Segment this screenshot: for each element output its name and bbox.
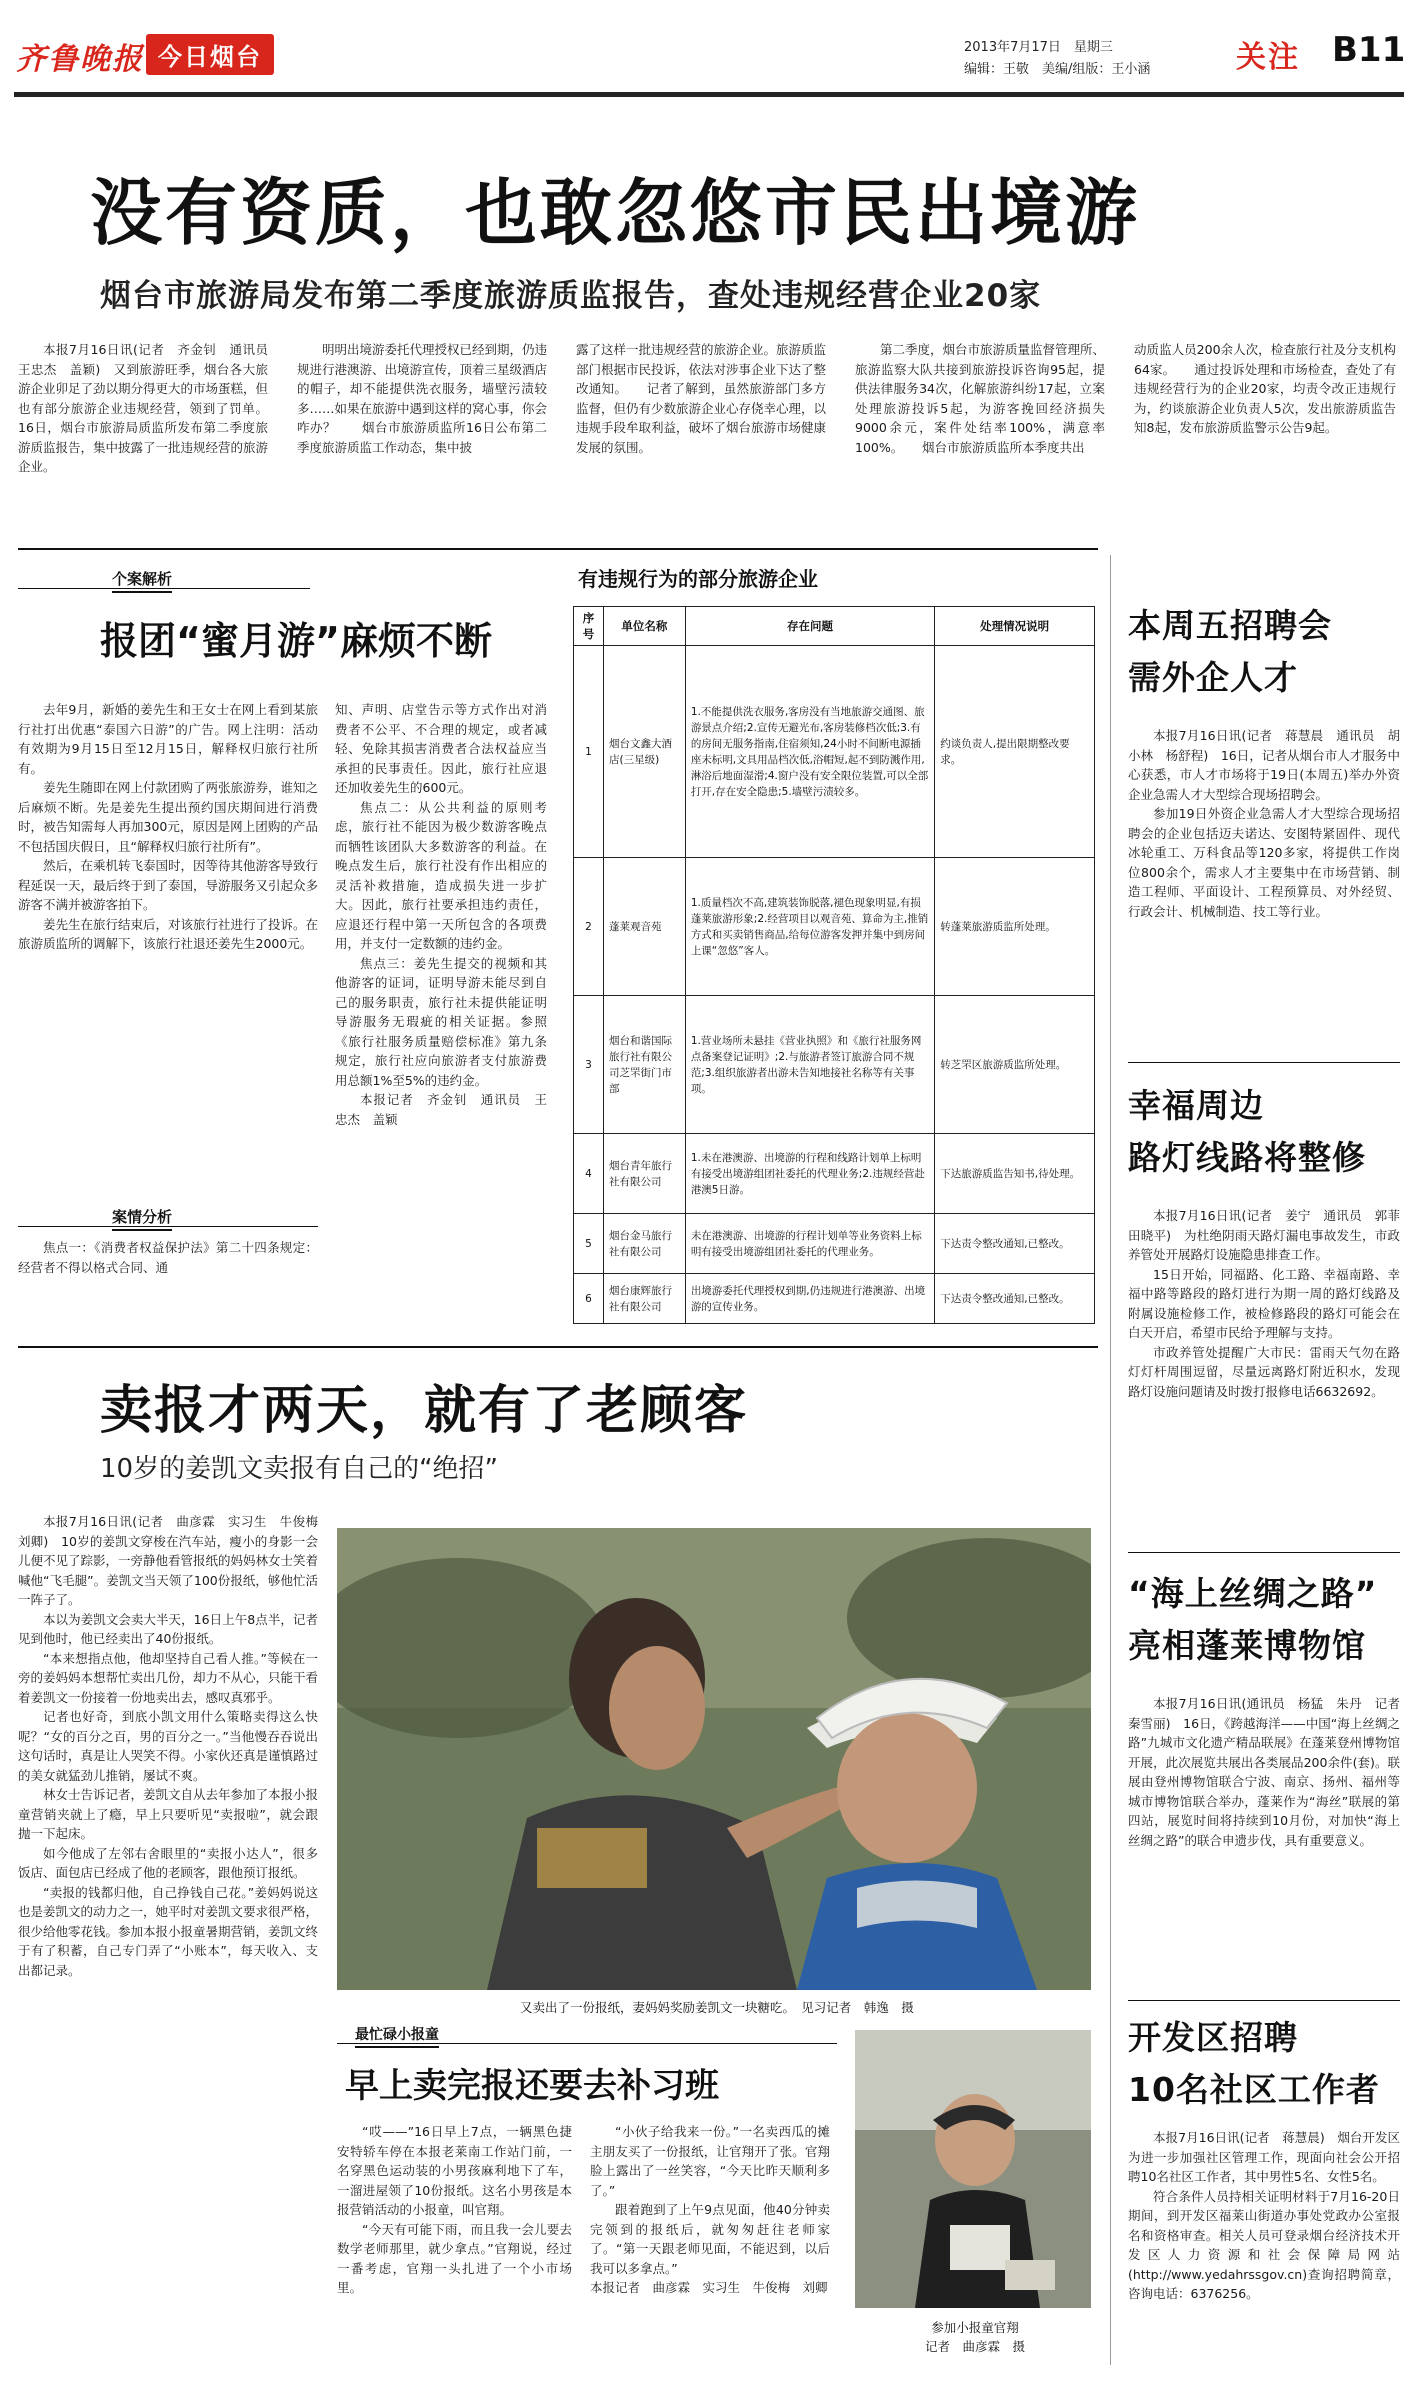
lead-subhead: 烟台市旅游局发布第二季度旅游质监报告，查处违规经营企业20家 (100, 278, 1042, 314)
sidebar-story-title: “海上丝绸之路” (1128, 1574, 1378, 1613)
cell-action: 下达责令整改通知,已整改。 (935, 1214, 1095, 1274)
masthead (14, 20, 1404, 130)
issue-date: 2013年7月17日 星期三 (964, 40, 1113, 55)
cell-name: 烟台金马旅行社有限公司 (603, 1214, 685, 1274)
paperboy-para: “本来想指点他，他却坚持自己看人推。”等候在一旁的姜妈妈本想帮忙卖出几份，却力不从心，只能干看着姜凯文一份接着一份地卖出去，感叹真邪乎。 (18, 1650, 319, 1705)
sidebar-story-title: 开发区招聘 (1128, 2018, 1298, 2057)
busy-para: 跟着跑到了上午9点见面，他40分钟卖完领到的报纸后，就匆匆赶往老师家了。“第一天跟老师见面，不能迟到，以后我可以多拿点。” (590, 2202, 830, 2276)
lead-col-1: 本报7月16日讯(记者 齐金钊 通讯员 王忠杰 盖颖) 又到旅游旺季，烟台各大旅游企业卯足了劲以期分得更大的市场蛋糕，但也有部分旅游企业违规经营，领到了罚单。16日，烟台市旅游局质监所发布第二季度旅游质监报告，集中披露了一批违规经营的旅游企业。 (18, 342, 281, 474)
busy-col-a (337, 2122, 572, 2298)
case-para: 焦点三：姜先生提交的视频和其他游客的证词，证明导游未能尽到自己的服务职责，旅行社未提供能证明导游服务无瑕疵的相关证据。参照《旅行社服务质量赔偿标准》第九条规定，旅行社应向旅游者支付旅游费用总额1%至5%的违约金。 (335, 955, 547, 1088)
sidebar-story-title: 幸福周边 (1128, 1086, 1264, 1125)
busy-para: “小伙子给我来一份。”一名卖西瓜的摊主朋友买了一份报纸，让官翔开了张。官翔脸上露出了一丝笑容，“今天比昨天顺利多了。” (590, 2124, 830, 2198)
paperboy-text (18, 1512, 331, 1980)
header-no: 序号 (574, 607, 604, 646)
case-para: 焦点二：从公共利益的原则考虑，旅行社不能因为极少数游客晚点而牺牲该团队大多数游客的利益。在晚点发生后，旅行社没有作出相应的灵活补救措施，造成损失进一步扩大。因此，旅行社要承担违约责任，应退还行程中第一天所包含的各项费用，并支付一定数额的违约金。 (335, 799, 547, 951)
photo-scene-illustration (337, 1528, 1091, 1990)
header-name: 单位名称 (603, 607, 685, 646)
busy-photo (855, 2030, 1091, 2308)
cell-action: 转蓬莱旅游质监所处理。 (935, 858, 1095, 996)
cell-action: 转芝罘区旅游质监所处理。 (935, 996, 1095, 1134)
paperboy-photo-caption: 又卖出了一份报纸，妻妈妈奖励姜凯文一块糖吃。 见习记者 韩逸 摄 (520, 2000, 914, 2015)
sidebar-story-title: 10名社区工作者 (1128, 2070, 1380, 2109)
sidebar-story-title: 亮相蓬莱博物馆 (1128, 1626, 1366, 1665)
case-headline: 报团“蜜月游”麻烦不断 (100, 619, 492, 663)
paperboy-para: 本报7月16日讯(记者 曲彦霖 实习生 牛俊梅 刘卿) 10岁的姜凯文穿梭在汽车站，瘦小的身影一会儿便不见了踪影，一旁静他看管报纸的妈妈林女士笑着喊他“飞毛腿”。姜凯文当天领了100份报纸，够他忙活一阵子了。 (18, 1514, 331, 1607)
newspaper-logo: 齐鲁晚报 (16, 42, 144, 77)
case-tag-rule (18, 588, 310, 589)
case-col-a-tail: 焦点一：《消费者权益保护法》第二十四条规定：经营者不得以格式合同、通 (18, 1240, 318, 1275)
paperboy-headline: 卖报才两天，就有了老顾客 (100, 1381, 749, 1441)
violations-table (573, 606, 1095, 1324)
sidebar-story-text: 本报7月16日讯(记者 姜宁 通讯员 郭菲 田晓平) 为杜绝阴雨天路灯漏电事故发生，市政养管处开展路灯设施隐患排查工作。 15日开始，同福路、化工路、幸福南路、幸福中路等路段的路灯进行为期一周的路灯线路及附属设施检修工作，被检修路段的路灯可能会在白天开启，希望市民给予理解与支持。 市政养管处提醒广大市民：雷雨天气勿在路灯灯杆周围逗留，尽量远离路灯附近积水，发现路灯设施问题请及时拨打报修电话6632692。 (1128, 1208, 1413, 1399)
cell-issue: 未在港澳游、出境游的行程计划单等业务资料上标明有接受出境游组团社委托的代理业务。 (685, 1214, 934, 1274)
table-row (574, 1134, 1095, 1214)
busy-para: “哎——”16日早上7点，一辆黑色捷安特轿车停在本报老莱南工作站门前，一名穿黑色运动装的小男孩麻利地下了车，一溜进屋领了10份报纸。这名小男孩是本报营销活动的小报童，叫官翔。 (337, 2124, 572, 2217)
cell-issue: 1.未在港澳游、出境游的行程和线路计划单上标明有接受出境游组团社委托的代理业务;2.违规经营赴港澳5日游。 (685, 1134, 934, 1214)
case-col-a (18, 700, 318, 954)
sidebar-rule (1128, 1552, 1400, 1553)
case-para: 姜先生随即在网上付款团购了两张旅游券，谁知之后麻烦不断。先是姜先生提出预约国庆期间进行消费时，被告知需每人再加300元，原因是网上团购的产品不包括国庆假日，且“解释权归旅行社所有”。 (18, 780, 319, 854)
case-byline: 本报记者 齐金钊 通讯员 王忠杰 盖颖 (335, 1092, 547, 1127)
cell-no: 5 (574, 1214, 604, 1274)
page-number: B11 (1332, 30, 1406, 70)
case-para: 然后，在乘机转飞泰国时，因等待其他游客导致行程延误一天，最后终于到了泰国，导游服务又引起众多游客不满并被游客拍下。 (18, 858, 319, 912)
cell-action: 下达旅游质监告知书,待处理。 (935, 1134, 1095, 1214)
violations-title: 有违规行为的部分旅游企业 (578, 567, 818, 591)
page-editors: 编辑：王敬 美编/组版：王小涵 (964, 62, 1151, 77)
cell-no: 3 (574, 996, 604, 1134)
violations-table-wrap (573, 606, 1095, 1324)
case-col-b (335, 700, 547, 1129)
paperboy-photo (337, 1528, 1091, 1990)
lead-col-3: 露了这样一批违规经营的旅游企业。旅游质监部门根据市民投诉，依法对涉事企业下达了整改通知。 记者了解到，虽然旅游部门多方监督，但仍有少数旅游企业心存侥幸心理，以违规手段牟取利益，破坏了烟台旅游市场健康发展的氛围。 (576, 342, 827, 455)
lead-col-4: 第二季度，烟台市旅游质量监督管理所、旅游监察大队共接到旅游投诉咨询95起，提供法律服务34次，化解旅游纠纷17起，立案处理旅游投诉5起，为游客挽回经济损失9000余元，案件处结率100%，满意率100%。 烟台市旅游质监所本季度共出 (855, 342, 1106, 455)
busy-tag: 最忙碌小报童 (355, 2024, 439, 2048)
sidebar-story-3 (1128, 1568, 1413, 1850)
cell-action: 约谈负责人,提出限期整改要求。 (935, 646, 1095, 858)
case-tag: 个案解析 (112, 568, 172, 593)
paperboy-para: 林女士告诉记者，姜凯文自从去年参加了本报小报童营销夹就上了瘾，早上只要听见“卖报啦”，就会跟抛一下起床。 (18, 1787, 319, 1841)
table-row (574, 996, 1095, 1134)
header-issue: 存在问题 (685, 607, 934, 646)
sidebar-rule (1128, 1062, 1400, 1063)
sidebar-divider (1110, 555, 1111, 2365)
cell-name: 烟台文鑫大酒店(三星级) (603, 646, 685, 858)
analysis-tag: 案情分析 (112, 1206, 172, 1231)
analysis-tag-rule (18, 1226, 318, 1227)
cell-no: 4 (574, 1134, 604, 1214)
cell-no: 2 (574, 858, 604, 996)
sidebar-story-text: 本报7月16日讯(通讯员 杨猛 朱丹 记者 秦雪丽) 16日，《跨越海洋——中国“海上丝绸之路”九城市文化遗产精品联展》在蓬莱登州博物馆开展，此次展览共展出各类展品200余件(套)。联展由登州博物馆联合宁波、南京、扬州、福州等城市博物馆联合举办，蓬莱作为“海丝”联展的第四站，展览时间将持续到10月份，对加快“海上丝绸之路”的联合申遗步伐，具有重要意义。 (1128, 1696, 1413, 1848)
cell-name: 烟台青年旅行社有限公司 (603, 1134, 685, 1214)
cell-no: 1 (574, 646, 604, 858)
lead-bottom-rule (18, 548, 1098, 550)
busy-headline: 早上卖完报还要去补习班 (345, 2066, 719, 2106)
sidebar-story-title: 路灯线路将整修 (1128, 1138, 1366, 1177)
cell-issue: 出境游委托代理授权到期,仍违规进行港澳游、出境游的宣传业务。 (685, 1274, 934, 1324)
sidebar-rule (1128, 2000, 1400, 2001)
cell-name: 烟台和谐国际旅行社有限公司芝罘街门市部 (603, 996, 685, 1134)
table-row (574, 646, 1095, 858)
sidebar-story-2 (1128, 1080, 1413, 1401)
sidebar-story-4 (1128, 2012, 1400, 2304)
table-header-row (574, 607, 1095, 646)
busy-col-b (590, 2122, 830, 2298)
cell-action: 下达责令整改通知,已整改。 (935, 1274, 1095, 1324)
table-row (574, 1214, 1095, 1274)
header-action: 处理情况说明 (935, 607, 1095, 646)
paperboy-para: 记者也好奇，到底小凯文用什么策略卖得这么快呢？“女的百分之百，男的百分之一。”当他慢吞吞说出这句话时，真是让人哭笑不得。小家伙还真是谨慎路过的美女就猛劲儿推销，屡试不爽。 (18, 1709, 319, 1783)
busy-para: “今天有可能下雨，而且我一会儿要去数学老师那里，就少拿点。”官翔说，经过一番考虑，官翔一头扎进了一个小市场里。 (337, 2221, 572, 2295)
busy-byline: 本报记者 曲彦霖 实习生 牛俊梅 刘卿 (590, 2280, 828, 2295)
case-para: 去年9月，新婚的姜先生和王女士在网上看到某旅行社打出优惠“泰国六日游”的广告。网上注明：活动有效期为9月15日至12月15日，解释权归旅行社所有。 (18, 702, 318, 776)
lead-col-2: 明明出境游委托代理授权已经到期，仍违规进行港澳游、出境游宣传，顶着三星级酒店的帽子，却不能提供洗衣服务，墙壁污渍较多……如果在旅游中遇到这样的窝心事，你会咋办？ 烟台市旅游质监所16日公布第二季度旅游质监工作动态，集中披 (297, 342, 548, 455)
busy-tag-rule (337, 2043, 837, 2044)
busy-photo-caption: 参加小报童官翔 记者 曲彦霖 摄 (924, 2320, 1025, 2354)
cell-issue: 1.质量档次不高,建筑装饰脱落,褪色现象明显,有损蓬莱旅游形象;2.经营项目以观音苑、算命为主,推销方式和买卖销售商品,给每位游客发押并集中到房间上课“忽悠”客人。 (685, 858, 934, 996)
sidebar-story-title: 需外企人才 (1128, 658, 1298, 697)
lead-headline: 没有资质，也敢忽悠市民出境游 (90, 171, 1141, 255)
section-badge: 今日烟台 (146, 34, 274, 75)
cell-name: 蓬莱观音苑 (603, 858, 685, 996)
sidebar-story-text: 本报7月16日讯(记者 蒋慧晨 通讯员 胡小林 杨舒程) 16日，记者从烟台市人才服务中心获悉，市人才市场将于19日(本周五)举办外资企业急需人才大型综合现场招聘会。 参加19日外资企业急需人才大型综合现场招聘会的企业包括迈夫诺达、安图特紧固件、现代冰轮重工、万科食品等120多家，将提供工作岗位800余个，需求人才主要集中在市场营销、制造工程师、平面设计、工程预算员、对外经贸、行政会计、机械制造、技工等行业。 (1128, 728, 1400, 919)
case-para: 知、声明、店堂告示等方式作出对消费者不公平、不合理的规定，或者减轻、免除其损害消费者合法权益应当承担的民事责任。因此，旅行社应退还加收姜先生的600元。 (335, 702, 547, 795)
cell-issue: 1.不能提供洗衣服务,客房没有当地旅游交通图、旅游景点介绍;2.宣传无避光布,客房装修档次低;3.有的房间无服务指南,住宿须知,24小时不间断电源插座未标明,文具用品档次低,浴帽短,起不到防溅作用,淋浴后地面湿滑;4.窗户没有安全限位装置,可以全部打开,存在安全隐患;5.墙壁污渍较多。 (685, 646, 934, 858)
cell-issue: 1.营业场所未悬挂《营业执照》和《旅行社服务网点备案登记证明》;2.与旅游者签订旅游合同不规范;3.组织旅游者出游未告知地接社名称等有关事项。 (685, 996, 934, 1134)
masthead-rule (14, 92, 1404, 97)
cell-name: 烟台康辉旅行社有限公司 (603, 1274, 685, 1324)
lead-col-5: 动质监人员200余人次，检查旅行社及分支机构64家。 通过投诉处理和市场检查，查处了有违规经营行为的企业20家，均责令改正违规行为，约谈旅游企业负责人5次，发出旅游质监告知8起，发布旅游质监警示公告9起。 (1134, 342, 1396, 435)
case-para: 姜先生在旅行结束后，对该旅行社进行了投诉。在旅游质监所的调解下，该旅行社退还姜先生2000元。 (18, 916, 319, 951)
paperboy-para: “卖报的钱都归他，自己挣钱自己花。”姜妈妈说这也是姜凯文的动力之一，她平时对姜凯文要求很严格，很少给他零花钱。参加本报小报童暑期营销，姜凯文终于有了积蓄，自己专门弄了“小账本”，每天收入、支出都记录。 (18, 1884, 319, 1978)
paperboy-subhead: 10岁的姜凯文卖报有自己的“绝招” (100, 1454, 499, 1484)
column-name: 关注 (1236, 40, 1300, 75)
table-row (574, 1274, 1095, 1324)
table-row (574, 858, 1095, 996)
upper-bottom-rule (18, 1346, 1098, 1348)
sidebar-story-1 (1128, 600, 1400, 921)
sidebar-story-title: 本周五招聘会 (1128, 606, 1332, 645)
cell-no: 6 (574, 1274, 604, 1324)
boy-photo-illustration (855, 2030, 1091, 2308)
paperboy-para: 本以为姜凯文会卖大半天，16日上午8点半，记者见到他时，他已经卖出了40份报纸。 (18, 1611, 318, 1646)
sidebar-story-text: 本报7月16日讯(记者 蒋慧晨) 烟台开发区为进一步加强社区管理工作，现面向社会公开招聘10名社区工作者，其中男性5名、女性5名。 符合条件人员持相关证明材料于7月16-20日期间，到开发区福莱山街道办事处党政办公室报名和资格审查。相关人员可登录烟台经济技术开发区人力资源和社会保障局网站(http://www.yedahrssgov.cn)查询招聘简章，咨询电话：6376256。 (1128, 2130, 1400, 2301)
paperboy-para: 如今他成了左邻右舍眼里的“卖报小达人”，很多饭店、面包店已经成了他的老顾客，跟他预订报纸。 (18, 1845, 318, 1880)
